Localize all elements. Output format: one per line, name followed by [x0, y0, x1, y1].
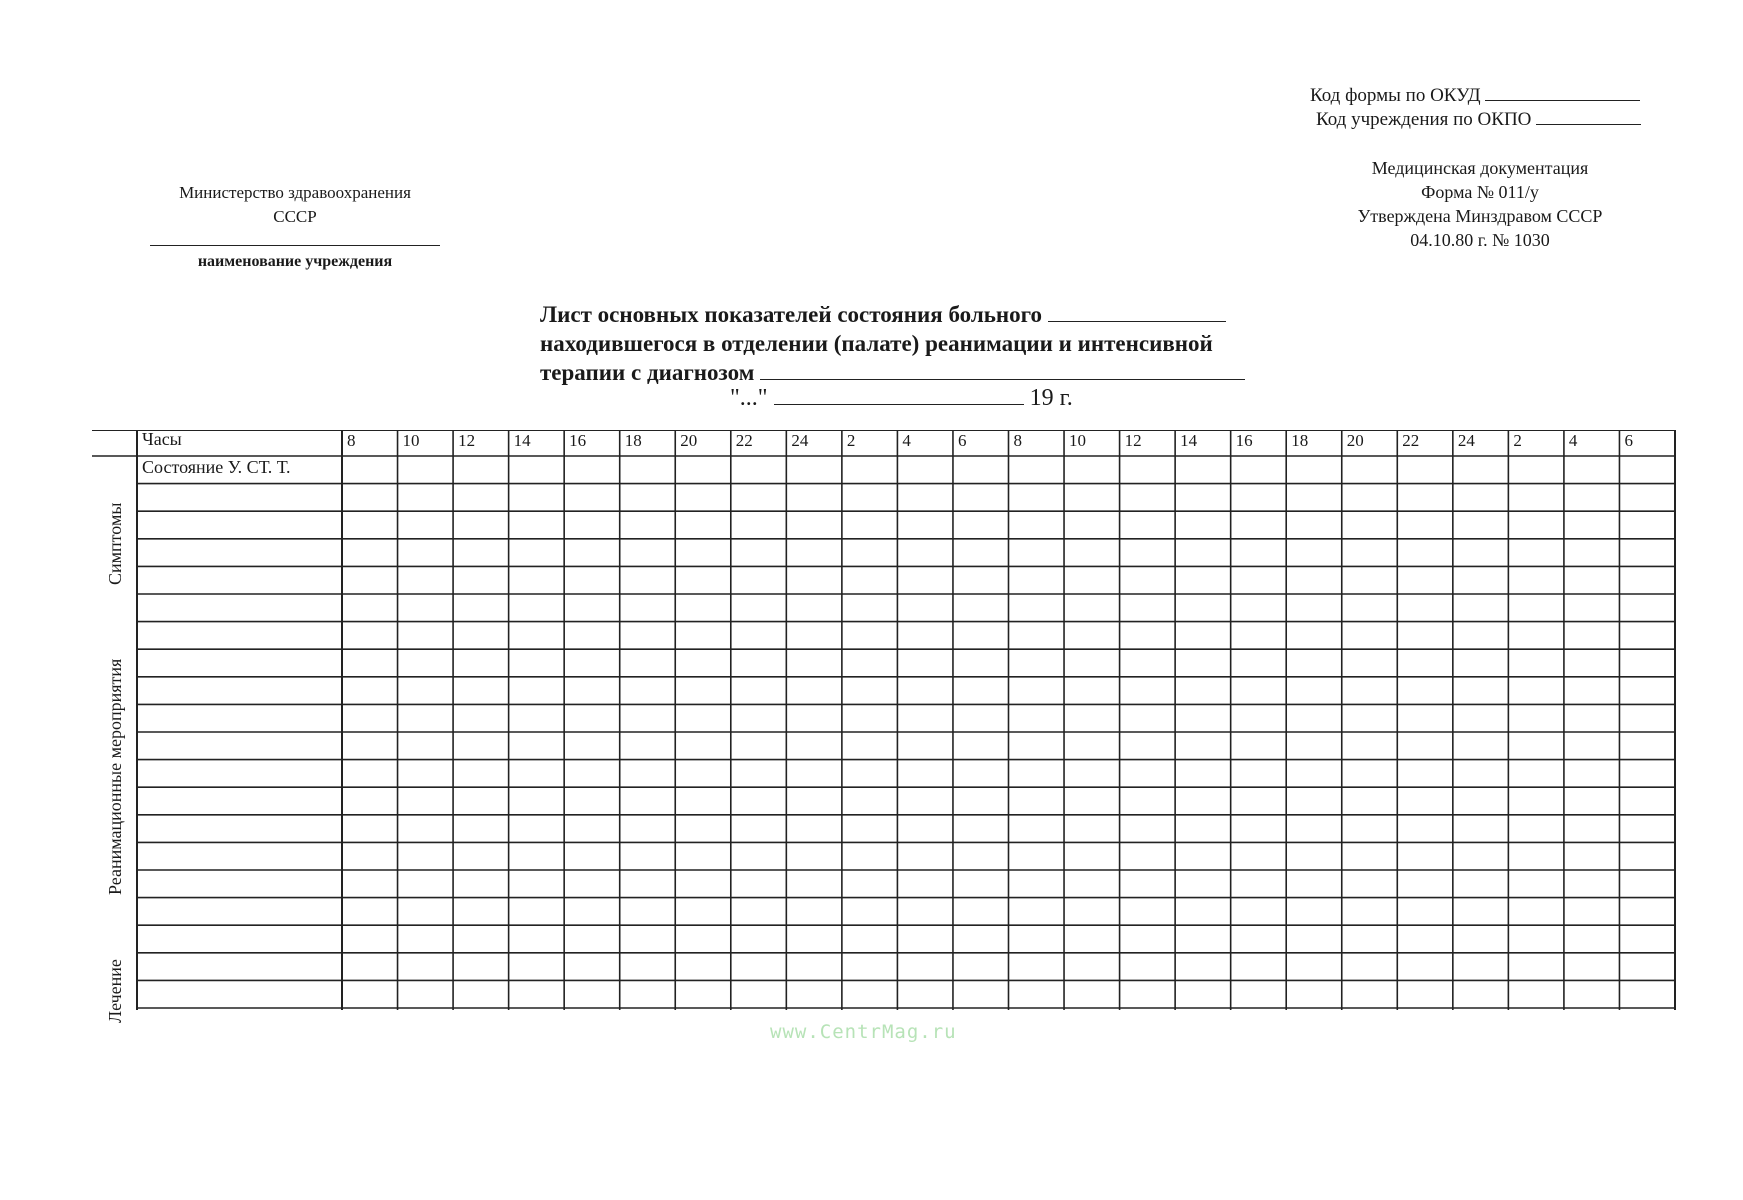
medical-doc-block	[1315, 156, 1645, 252]
hour-label: 4	[902, 431, 911, 450]
date-line	[730, 385, 1073, 412]
hour-label: 2	[846, 431, 856, 450]
section-resuscitation: Реанимационные мероприятия	[105, 658, 125, 895]
ministry-line1: Министерство здравоохранения	[179, 183, 411, 202]
hour-label: 22	[735, 431, 753, 450]
date-month-field[interactable]	[774, 404, 1024, 405]
hour-label: 12	[1124, 431, 1142, 450]
okpo-label: Код учреждения по ОКПО	[1316, 109, 1532, 130]
hour-label: 20	[680, 431, 698, 450]
title-line3: терапии с диагнозом	[540, 360, 755, 385]
hour-label: 24	[1457, 431, 1475, 450]
okud-row	[1310, 84, 1641, 108]
okud-label: Код формы по ОКУД	[1310, 85, 1481, 106]
hour-label: 14	[1180, 431, 1198, 450]
institution-field[interactable]	[150, 235, 440, 246]
indicators-table	[92, 430, 1677, 1050]
hour-label: 6	[1624, 431, 1633, 450]
approval-date: 04.10.80 г. № 1030	[1410, 230, 1550, 250]
hour-label: 20	[1346, 431, 1364, 450]
hour-label: 8	[1013, 431, 1022, 450]
hour-label: 2	[1513, 431, 1522, 450]
hour-label: 16	[569, 431, 587, 450]
diagnosis-field[interactable]	[760, 379, 1245, 380]
table-grid-lines	[92, 430, 1677, 1014]
form-number: Форма № 011/у	[1421, 182, 1539, 202]
date-day-field[interactable]: "..."	[730, 385, 768, 411]
hour-label: 6	[957, 431, 967, 450]
hour-label: 18	[624, 431, 642, 450]
title-line1: Лист основных показателей состояния больного	[540, 302, 1043, 327]
meddoc-line1: Медицинская документация	[1371, 158, 1589, 178]
hour-label: 10	[1069, 431, 1087, 450]
watermark: www.CentrMag.ru	[770, 1021, 957, 1043]
okpo-row	[1310, 108, 1641, 132]
ministry-line2: СССР	[273, 207, 317, 226]
hour-label: 22	[1402, 431, 1420, 450]
ministry-block	[140, 181, 450, 274]
hour-label: 14	[513, 431, 531, 450]
hour-label: 16	[1235, 431, 1253, 450]
institution-caption: наименование учреждения	[197, 253, 393, 270]
hour-label: 12	[458, 431, 476, 450]
section-treatment: Лечение	[105, 959, 125, 1023]
date-year: 19 г.	[1029, 385, 1073, 411]
hour-label: 18	[1291, 431, 1309, 450]
section-symptoms: Симптомы	[105, 502, 125, 585]
hour-label: 8	[347, 431, 356, 450]
title-line2: находившегося в отделении (палате) реанимации и интенсивной	[540, 331, 1213, 356]
document-title	[540, 300, 1280, 387]
hour-label: 4	[1568, 431, 1578, 450]
hour-label: 10	[402, 431, 420, 450]
patient-name-field[interactable]	[1048, 321, 1226, 322]
hours-header: Часы	[142, 429, 182, 449]
form-codes	[1310, 84, 1641, 132]
okpo-field[interactable]	[1536, 124, 1641, 125]
approval-line: Утверждена Минздравом СССР	[1357, 206, 1603, 226]
okud-field[interactable]	[1485, 100, 1640, 101]
state-label: Состояние У. СТ. Т.	[142, 457, 291, 477]
hour-label: 24	[791, 431, 809, 450]
